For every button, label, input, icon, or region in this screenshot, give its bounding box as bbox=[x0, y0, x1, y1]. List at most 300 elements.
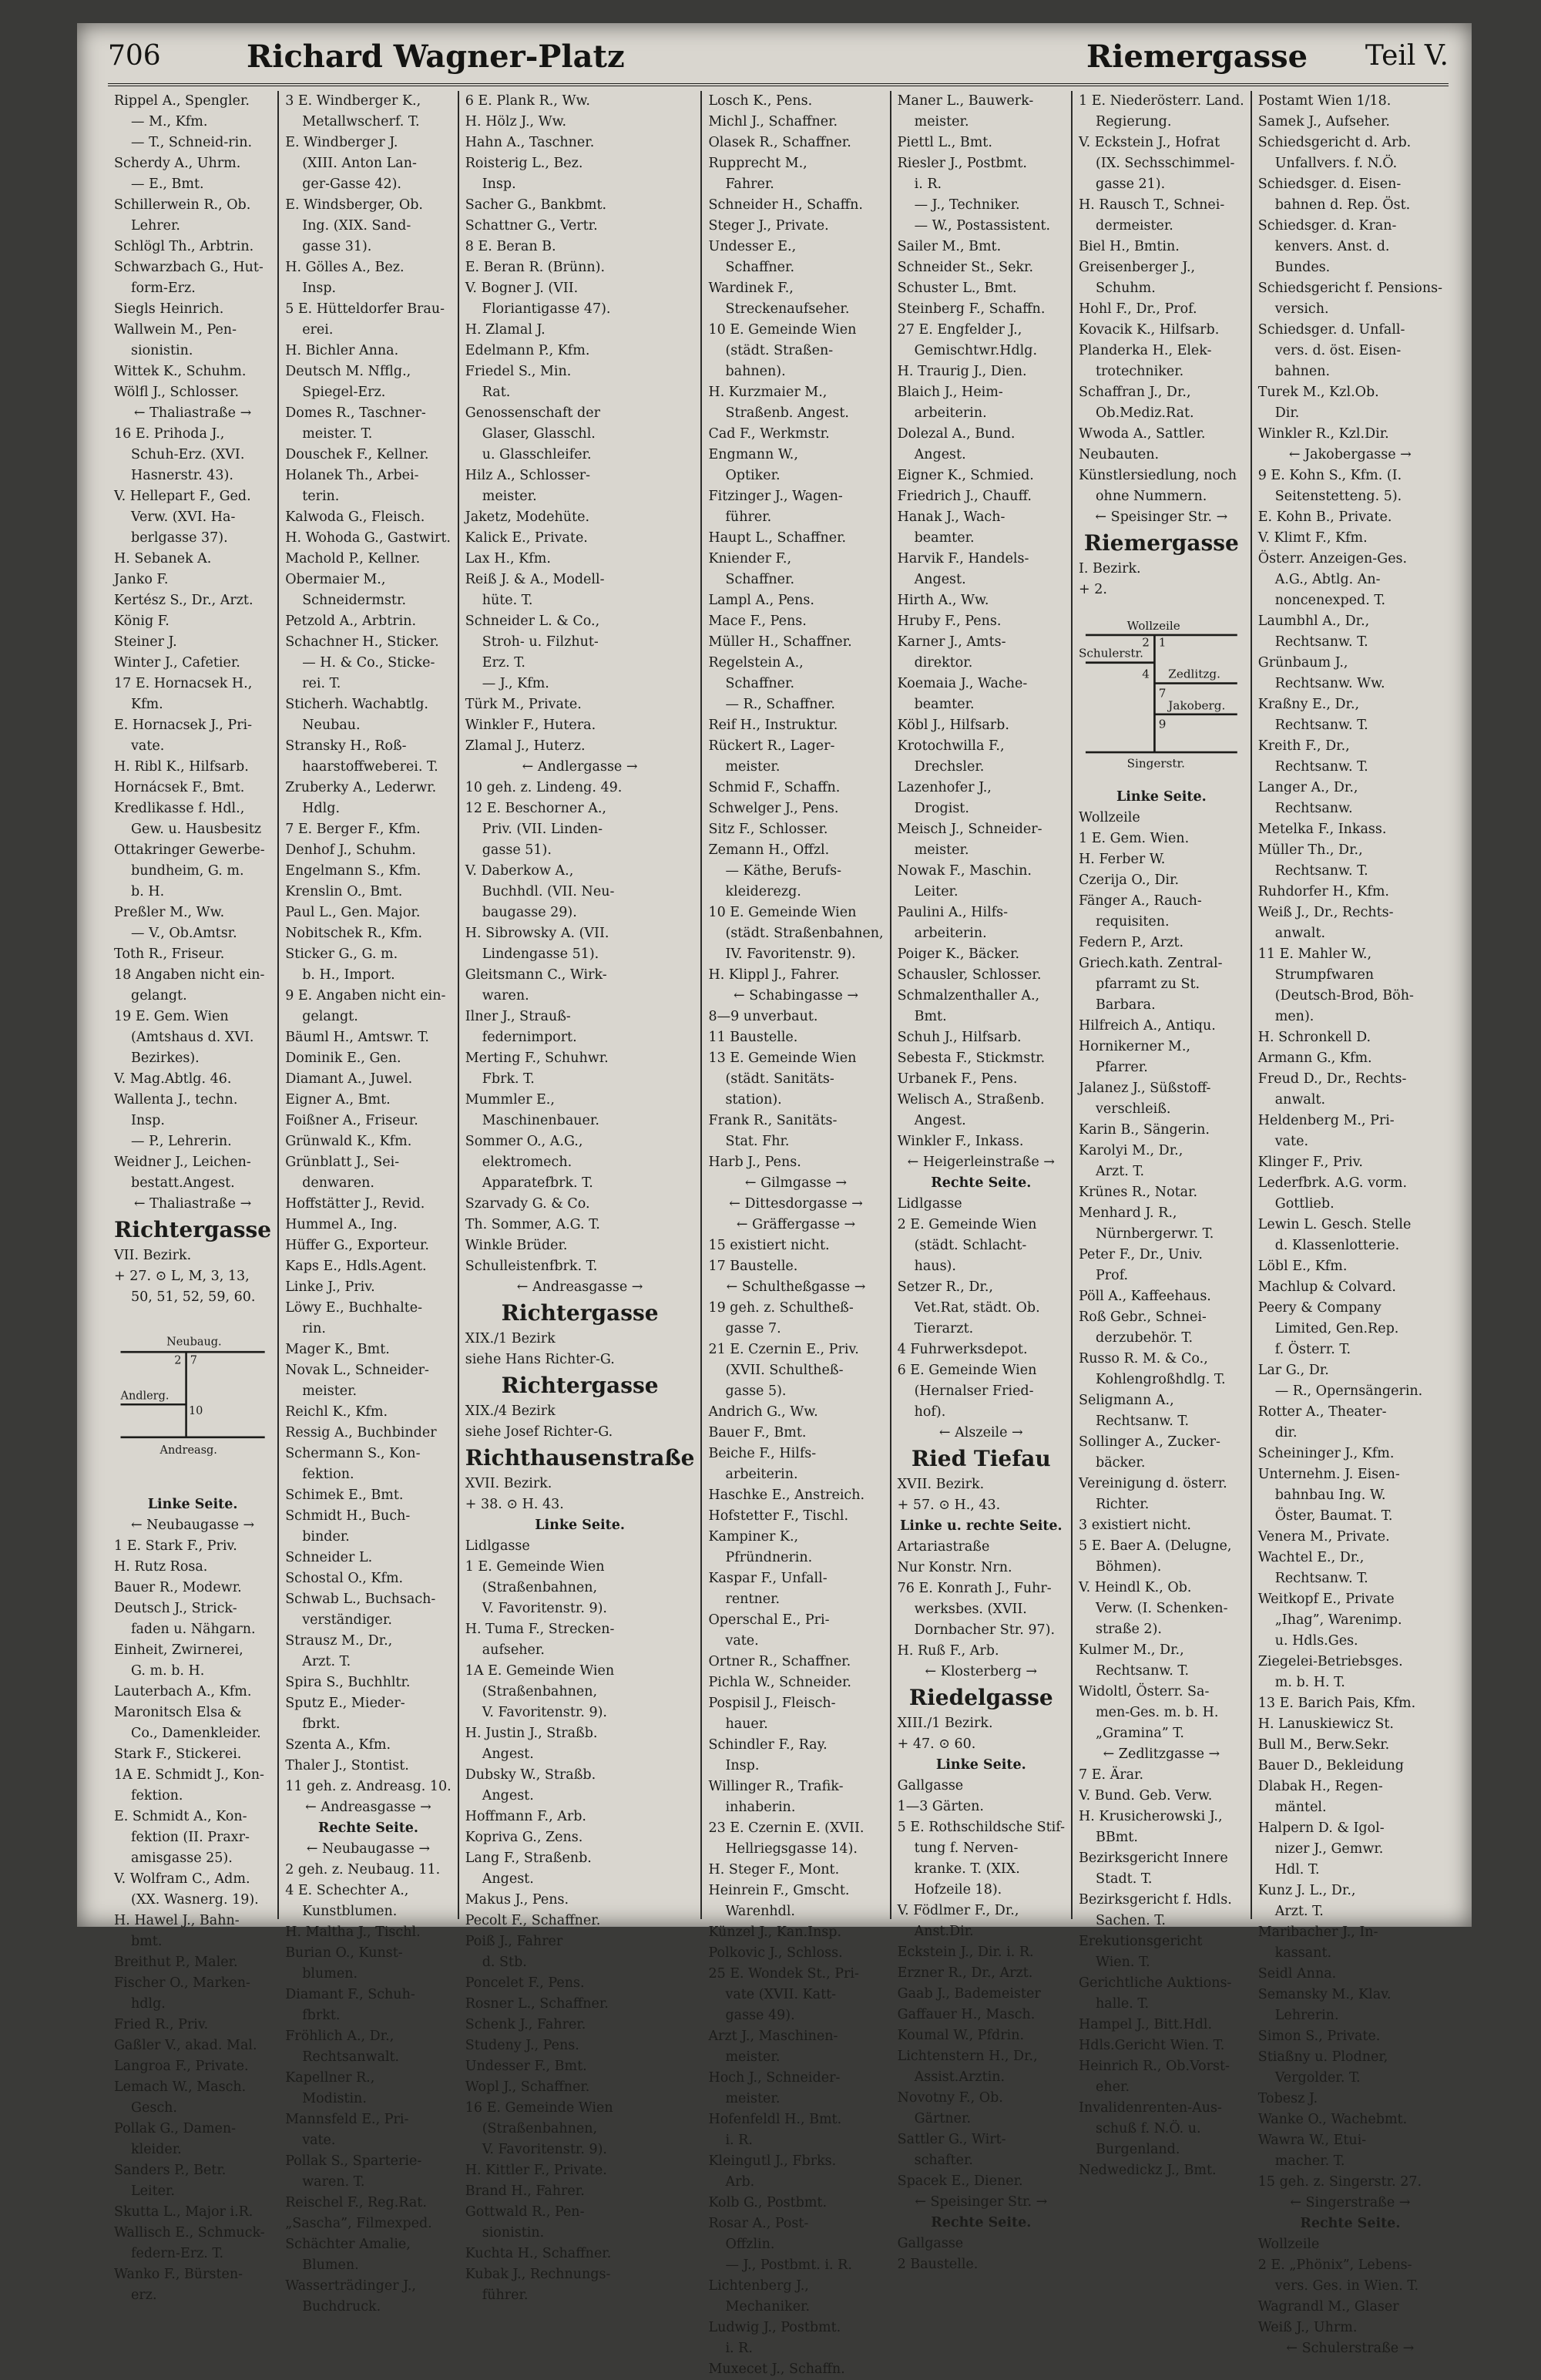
entry-continuation: Rechtsanw. Ww. bbox=[1274, 676, 1385, 691]
entry-continuation: hof). bbox=[914, 1404, 946, 1420]
entry-continuation: Verw. (I. Schenken- bbox=[1096, 1601, 1228, 1616]
directory-entry: Kaps E., Hdls.Agent. bbox=[285, 1259, 427, 1274]
directory-entry: Nowak F., Maschin. bbox=[897, 863, 1032, 879]
directory-entry: Langroa F., Private. bbox=[114, 2059, 249, 2074]
entry-continuation: Nürnbergerwr. T. bbox=[1096, 1226, 1214, 1242]
directory-entry: V. Eckstein J., Hofrat bbox=[1079, 135, 1220, 150]
entry-continuation: Floriantigasse 47). bbox=[482, 301, 611, 317]
directory-entry: Scheininger J., Kfm. bbox=[1257, 1446, 1395, 1461]
directory-entry: Metelka F., Inkass. bbox=[1257, 822, 1387, 837]
directory-entry: Haschke E., Anstreich. bbox=[708, 1488, 865, 1503]
house-number: 7 bbox=[190, 1354, 197, 1367]
entry-continuation: (Straßenbahnen, bbox=[482, 1684, 598, 1699]
directory-entry: 16 E. Gemeinde Wien bbox=[465, 2100, 613, 2116]
entry-continuation: (IX. Sechsschimmel- bbox=[1096, 156, 1235, 171]
entry-continuation: Insp. bbox=[725, 1758, 760, 1773]
cross-street: ← Andreasgasse → bbox=[516, 1279, 643, 1295]
directory-entry: Hornácsek F., Bmt. bbox=[114, 780, 245, 795]
entry-continuation: Schneidermstr. bbox=[302, 593, 407, 608]
directory-entry: Lazenhofer J., bbox=[897, 780, 992, 795]
directory-entry: Preßler M., Ww. bbox=[114, 905, 225, 920]
entry-continuation: Optiker. bbox=[725, 468, 781, 483]
directory-entry: Vereinigung d. österr. bbox=[1079, 1476, 1227, 1491]
directory-entry: Foißner A., Friseur. bbox=[285, 1113, 418, 1128]
directory-entry: Karolyi M., Dr., bbox=[1079, 1143, 1183, 1158]
entry-continuation: Streckenaufseher. bbox=[725, 301, 850, 317]
street-heading: Richtergasse bbox=[501, 1300, 659, 1326]
directory-entry: Diamant A., Juwel. bbox=[285, 1071, 413, 1087]
directory-entry: Hummel A., Ing. bbox=[285, 1217, 398, 1232]
cross-street: ← Gilmgasse → bbox=[744, 1175, 848, 1191]
directory-entry: Strausz M., Dr., bbox=[285, 1633, 393, 1649]
entry-continuation: vate. bbox=[302, 2133, 336, 2148]
entry-continuation: derzubehör. T. bbox=[1096, 1330, 1194, 1346]
entry-continuation: Richter. bbox=[1096, 1497, 1150, 1512]
entry-continuation: bäcker. bbox=[1096, 1455, 1146, 1471]
directory-entry: Hofstetter F., Tischl. bbox=[708, 1508, 849, 1524]
entry-continuation: Rechtsanw. T. bbox=[1274, 863, 1368, 879]
directory-entry: 8 E. Beran B. bbox=[465, 239, 556, 254]
entry-continuation: beamter. bbox=[914, 697, 975, 712]
entry-continuation: Priv. (VII. Linden- bbox=[482, 822, 603, 837]
directory-entry: H. Gölles A., Bez. bbox=[285, 260, 405, 275]
directory-entry: Mace F., Pens. bbox=[708, 613, 807, 629]
entry-continuation: sionistin. bbox=[482, 2225, 545, 2240]
entry-continuation: meister. bbox=[725, 2049, 781, 2065]
entry-continuation: i. R. bbox=[725, 2133, 753, 2148]
directory-entry: Polkovic J., Schloss. bbox=[708, 1945, 843, 1961]
directory-entry: Wanko F., Bürsten- bbox=[114, 2267, 243, 2282]
directory-entry: 6 E. Plank R., Ww. bbox=[465, 93, 590, 109]
entry-continuation: ger-Gasse 42). bbox=[302, 176, 401, 192]
entry-continuation: fbrkt. bbox=[302, 2008, 341, 2023]
entry-continuation: mäntel. bbox=[1274, 1800, 1327, 1815]
directory-entry: Fröhlich A., Dr., bbox=[285, 2029, 394, 2044]
entry-continuation: (XVII. Schultheß- bbox=[725, 1363, 844, 1378]
directory-entry: Schneider L. bbox=[285, 1550, 373, 1565]
directory-entry: Lar G., Dr. bbox=[1257, 1363, 1329, 1378]
section-heading: Linke Seite. bbox=[935, 1757, 1026, 1773]
directory-entry: Regelstein A., bbox=[708, 655, 804, 671]
directory-entry: Erekutionsgericht bbox=[1079, 1934, 1203, 1949]
entry-continuation: Apparatefbrk. T. bbox=[482, 1175, 593, 1191]
entry-continuation: kranke. T. (XIX. bbox=[914, 1861, 1020, 1877]
directory-entry: Friedel S., Min. bbox=[465, 364, 572, 379]
entry-continuation: Dir. bbox=[1274, 405, 1300, 421]
directory-entry: 13 E. Barich Pais, Kfm. bbox=[1257, 1696, 1416, 1711]
directory-entry: Gerichtliche Auktions- bbox=[1079, 1975, 1232, 1991]
directory-entry: Kleingutl J., Fbrks. bbox=[708, 2153, 837, 2169]
directory-entry: Lichtenberg J., bbox=[708, 2278, 809, 2294]
cross-street: ← Speisinger Str. → bbox=[915, 2194, 1048, 2210]
entry-continuation: Kfm. bbox=[131, 697, 163, 712]
directory-entry: 11 E. Mahler W., bbox=[1257, 946, 1372, 962]
entry-continuation: gasse 21). bbox=[1096, 176, 1166, 192]
entry-continuation: Gemischtwr.Hdlg. bbox=[914, 343, 1038, 358]
directory-entry: Halpern D. & Igol- bbox=[1257, 1820, 1385, 1836]
directory-entry: 15 geh. z. Singerstr. 27. bbox=[1257, 2174, 1422, 2190]
entry-continuation: kleiderezg. bbox=[725, 884, 801, 899]
directory-entry: Dlabak H., Regen- bbox=[1257, 1779, 1383, 1794]
entry-continuation: anwalt. bbox=[1274, 1092, 1326, 1108]
entry-continuation: denwaren. bbox=[302, 1175, 374, 1191]
entry-continuation: terin. bbox=[302, 489, 340, 504]
directory-entry: Grünbaum J., bbox=[1257, 655, 1348, 671]
entry-continuation: G. m. b. H. bbox=[131, 1663, 205, 1679]
cross-street: ← Speisinger Str. → bbox=[1095, 509, 1228, 525]
entry-continuation: meister. bbox=[725, 2091, 781, 2106]
directory-entry: Wollzeile bbox=[1079, 810, 1140, 825]
directory-entry: Mannsfeld E., Pri- bbox=[285, 2112, 409, 2127]
directory-entry: Wardinek F., bbox=[708, 281, 794, 296]
entry-continuation: Metallwscherf. T. bbox=[302, 114, 420, 129]
entry-continuation: u. Hdls.Ges. bbox=[1274, 1633, 1358, 1649]
entry-continuation: blumen. bbox=[302, 1966, 358, 1982]
directory-entry: Nobitschek R., Kfm. bbox=[285, 926, 423, 941]
entry-continuation: Stroh- u. Filzhut- bbox=[482, 634, 599, 650]
directory-entry: Bezirksgericht Innere bbox=[1079, 1851, 1228, 1866]
directory-entry: Winkler R., Kzl.Dir. bbox=[1257, 426, 1389, 442]
entry-continuation: Ing. (XIX. Sand- bbox=[302, 218, 411, 234]
entry-continuation: Schaffner. bbox=[725, 676, 795, 691]
directory-entry: 15 existiert nicht. bbox=[708, 1238, 830, 1253]
entry-continuation: Leiter. bbox=[131, 2183, 175, 2199]
directory-entry: Armann G., Kfm. bbox=[1257, 1050, 1372, 1066]
entry-continuation: fektion (II. Praxr- bbox=[131, 1830, 250, 1845]
entry-continuation: meister. bbox=[302, 1383, 358, 1399]
entry-continuation: — V., Ob.Amtsr. bbox=[131, 926, 237, 941]
entry-continuation: „Gramina” T. bbox=[1096, 1726, 1184, 1741]
directory-entry: 7 E. Berger F., Kfm. bbox=[285, 822, 421, 837]
entry-continuation: rentner. bbox=[725, 1592, 781, 1607]
directory-entry: Neubauten. bbox=[1079, 447, 1160, 462]
directory-entry: Schostal O., Kfm. bbox=[285, 1571, 404, 1586]
part-label: Teil V. bbox=[1365, 40, 1449, 72]
entry-continuation: V. Favoritenstr. 9). bbox=[482, 2142, 607, 2157]
directory-entry: Poiß J., Fahrer bbox=[465, 1934, 563, 1949]
directory-entry: 2 E. Gemeinde Wien bbox=[897, 1217, 1037, 1232]
directory-entry: Schattner G., Vertr. bbox=[465, 218, 598, 234]
directory-entry: Merting F., Schuhwr. bbox=[465, 1050, 609, 1066]
directory-entry: E. Hornacsek J., Pri- bbox=[114, 718, 253, 733]
directory-entry: H. Kurzmaier M., bbox=[708, 385, 828, 400]
entry-continuation: Gottlieb. bbox=[1274, 1196, 1335, 1212]
entry-continuation: Leiter. bbox=[914, 884, 959, 899]
directory-entry: Maribacher J., In- bbox=[1257, 1925, 1378, 1940]
directory-entry: + 38. ⊙ H. 43. bbox=[465, 1497, 564, 1512]
section-heading: Linke u. rechte Seite. bbox=[899, 1518, 1063, 1534]
directory-entry: Harvik F., Handels- bbox=[897, 551, 1029, 566]
entry-continuation: — J., Kfm. bbox=[482, 676, 549, 691]
directory-entry: Sanders P., Betr. bbox=[114, 2163, 227, 2178]
directory-entry: Makus J., Pens. bbox=[465, 1892, 569, 1908]
directory-entry: Willinger R., Trafik- bbox=[708, 1779, 844, 1794]
directory-entry: Pollak S., Sparterie- bbox=[285, 2153, 422, 2169]
house-number: 10 bbox=[188, 1405, 203, 1418]
directory-entry: Peery & Company bbox=[1257, 1300, 1382, 1316]
directory-entry: H. Traurig J., Dien. bbox=[897, 364, 1027, 379]
directory-entry: H. Ribl K., Hilfsarb. bbox=[114, 759, 249, 775]
entry-continuation: — M., Kfm. bbox=[131, 114, 208, 129]
directory-entry: H. Rausch T., Schnei- bbox=[1079, 197, 1225, 213]
cross-street: ← Zedlitzgasse → bbox=[1103, 1746, 1220, 1762]
directory-entry: Rosar A., Post- bbox=[708, 2216, 809, 2231]
entry-continuation: Wien. T. bbox=[1096, 1955, 1150, 1970]
directory-entry: Mager K., Bmt. bbox=[285, 1342, 390, 1357]
entry-continuation: Rat. bbox=[482, 385, 511, 400]
directory-entry: Postamt Wien 1/18. bbox=[1257, 93, 1392, 109]
entry-continuation: rei. T. bbox=[302, 676, 341, 691]
directory-entry: Schächter Amalie, bbox=[285, 2237, 411, 2252]
directory-entry: Breithut P., Maler. bbox=[114, 1955, 238, 1970]
directory-entry: 21 E. Czernin E., Priv. bbox=[708, 1342, 859, 1357]
directory-entry: Novak L., Schneider- bbox=[285, 1363, 429, 1378]
entry-continuation: meister. bbox=[482, 489, 537, 504]
directory-entry: Welisch A., Straßenb. bbox=[897, 1092, 1045, 1108]
entry-continuation: tung f. Nerven- bbox=[914, 1840, 1019, 1856]
directory-entry: Nedwedickz J., Bmt. bbox=[1079, 2163, 1217, 2178]
directory-page bbox=[77, 23, 1472, 2377]
entry-continuation: (städt. Straßen- bbox=[725, 343, 834, 358]
directory-entry: Pichla W., Schneider. bbox=[708, 1675, 851, 1690]
entry-continuation: gasse 51). bbox=[482, 842, 552, 858]
entry-continuation: schafter. bbox=[914, 2153, 973, 2168]
directory-entry: Denhof J., Schuhm. bbox=[285, 842, 416, 858]
directory-entry: Eigner A., Bmt. bbox=[285, 1092, 391, 1108]
entry-continuation: vate. bbox=[131, 738, 165, 754]
entry-continuation: Burgenland. bbox=[1096, 2142, 1180, 2157]
directory-entry: Lederfbrk. A.G. vorm. bbox=[1257, 1175, 1408, 1191]
entry-continuation: Angest. bbox=[914, 572, 966, 587]
entry-continuation: gasse 49). bbox=[725, 2008, 795, 2023]
directory-entry: Müller Th., Dr., bbox=[1257, 842, 1363, 858]
directory-entry: Schuh J., Hilfsarb. bbox=[897, 1030, 1022, 1045]
section-heading: Linke Seite. bbox=[147, 1497, 238, 1512]
directory-entry: Arzt J., Maschinen- bbox=[708, 2029, 838, 2044]
directory-entry: 19 geh. z. Schultheß- bbox=[708, 1300, 854, 1316]
directory-entry: Bezirksgericht f. Hdls. bbox=[1079, 1892, 1232, 1908]
entry-continuation: Neubau. bbox=[302, 718, 361, 733]
entry-continuation: Fahrer. bbox=[725, 176, 774, 192]
directory-entry: 1 E. Gemeinde Wien bbox=[465, 1559, 605, 1575]
directory-entry: E. Windberger J. bbox=[285, 135, 398, 150]
directory-entry: H. Maltha J., Tischl. bbox=[285, 1925, 421, 1940]
directory-entry: Reiß J. & A., Modell- bbox=[465, 572, 605, 587]
directory-entry: V. Heindl K., Ob. bbox=[1079, 1580, 1192, 1595]
entry-continuation: Ob.Mediz.Rat. bbox=[1096, 405, 1194, 421]
directory-entry: Karner J., Amts- bbox=[897, 634, 1006, 650]
directory-entry: Novotny F., Ob. bbox=[897, 2090, 1003, 2106]
directory-entry: Kulmer M., Dr., bbox=[1079, 1642, 1184, 1658]
directory-entry: Koumal W., Pfdrin. bbox=[897, 2028, 1025, 2043]
entry-continuation: d. Stb. bbox=[482, 1955, 527, 1970]
directory-entry: Szenta A., Kfm. bbox=[285, 1737, 391, 1753]
entry-continuation: Limited, Gen.Rep. bbox=[1274, 1321, 1399, 1336]
directory-entry: Sattler G., Wirt- bbox=[897, 2132, 1006, 2147]
right-running-title: Riemergasse bbox=[1086, 39, 1308, 75]
directory-entry: Hofenfeldl H., Bmt. bbox=[708, 2112, 842, 2127]
directory-entry: Domes R., Taschner- bbox=[285, 405, 426, 421]
directory-entry: Muxecet J., Schaffn. bbox=[708, 2362, 845, 2377]
entry-continuation: vate. bbox=[1274, 1134, 1309, 1149]
street-heading: Richtergasse bbox=[501, 1373, 659, 1398]
directory-entry: Gallgasse bbox=[897, 2236, 964, 2251]
directory-entry: Piettl L., Bmt. bbox=[897, 135, 992, 150]
directory-entry: Kuchta H., Schaffner. bbox=[465, 2246, 612, 2261]
directory-entry: Menhard J. R., bbox=[1079, 1205, 1177, 1221]
directory-entry: Koemaia J., Wache- bbox=[897, 676, 1028, 691]
directory-entry: 18 Angaben nicht ein- bbox=[114, 967, 265, 983]
directory-entry: Engelmann S., Kfm. bbox=[285, 863, 421, 879]
directory-entry: Wallisch E., Schmuck- bbox=[114, 2225, 265, 2240]
entry-continuation: gasse 7. bbox=[725, 1321, 781, 1336]
directory-entry: Stiaßny u. Plodner, bbox=[1257, 2049, 1388, 2065]
directory-entry: Diamant F., Schuh- bbox=[285, 1987, 415, 2002]
entry-continuation: Stadt. T. bbox=[1096, 1871, 1153, 1887]
entry-continuation: A.G., Abtlg. An- bbox=[1274, 572, 1381, 587]
directory-entry: Schlögl Th., Arbtrin. bbox=[114, 239, 254, 254]
directory-entry: Rosner L., Schaffner. bbox=[465, 1996, 609, 2012]
entry-continuation: Fbrk. T. bbox=[482, 1071, 535, 1087]
entry-continuation: führer. bbox=[482, 2288, 529, 2303]
directory-entry: Douschek F., Kellner. bbox=[285, 447, 429, 462]
directory-entry: Wölfl J., Schlosser. bbox=[114, 385, 240, 400]
entry-continuation: Hasnerstr. 43). bbox=[131, 468, 233, 483]
entry-continuation: Angest. bbox=[482, 1871, 534, 1887]
entry-continuation: (städt. Schlacht- bbox=[914, 1238, 1027, 1253]
entry-continuation: Maschinenbauer. bbox=[482, 1113, 599, 1128]
directory-entry: Undesser E., bbox=[708, 239, 797, 254]
directory-entry: Einheit, Zwirnerei, bbox=[114, 1642, 243, 1658]
entry-continuation: beamter. bbox=[914, 530, 975, 546]
directory-entry: Türk M., Private. bbox=[465, 697, 582, 712]
directory-entry: Maronitsch Elsa & bbox=[114, 1705, 242, 1720]
directory-entry: Riesler J., Postbmt. bbox=[897, 156, 1027, 171]
directory-entry: Simon S., Private. bbox=[1257, 2029, 1381, 2044]
directory-entry: Russo R. M. & Co., bbox=[1079, 1351, 1208, 1366]
directory-entry: H. Sebanek A. bbox=[114, 551, 212, 566]
directory-entry: Deutsch J., Strick- bbox=[114, 1601, 237, 1616]
house-number: 7 bbox=[1158, 686, 1167, 701]
directory-entry: Toth R., Friseur. bbox=[114, 946, 225, 962]
directory-entry: Schiedsgericht f. Pensions- bbox=[1257, 281, 1442, 296]
directory-entry: Bauer D., Bekleidung bbox=[1257, 1758, 1404, 1773]
entry-continuation: Böhmen). bbox=[1096, 1559, 1162, 1575]
page-number: 706 bbox=[108, 40, 161, 72]
entry-continuation: (städt. Sanitäts- bbox=[725, 1071, 834, 1087]
directory-entry: Janko F. bbox=[114, 572, 169, 587]
directory-entry: Löbl E., Kfm. bbox=[1257, 1259, 1348, 1274]
entry-continuation: haarstoffweberei. T. bbox=[302, 759, 438, 775]
directory-entry: 10 E. Gemeinde Wien bbox=[708, 905, 857, 920]
entry-continuation: Bezirkes). bbox=[131, 1050, 200, 1066]
entry-continuation: Schaffner. bbox=[725, 572, 795, 587]
street-label: Zedlitzg. bbox=[1168, 667, 1220, 681]
directory-entry: Ressig A., Buchbinder bbox=[285, 1425, 437, 1440]
directory-entry: Undesser F., Bmt. bbox=[465, 2059, 587, 2074]
directory-entry: E. Kohn B., Private. bbox=[1257, 509, 1392, 525]
directory-entry: König F. bbox=[114, 613, 170, 629]
directory-entry: 13 E. Gemeinde Wien bbox=[708, 1050, 857, 1066]
entry-continuation: straße 2). bbox=[1096, 1622, 1162, 1637]
directory-entry: Friedrich J., Chauff. bbox=[897, 489, 1032, 504]
entry-continuation: i. R. bbox=[914, 176, 942, 192]
entry-continuation: (Hernalser Fried- bbox=[914, 1383, 1034, 1399]
directory-entry: Kalick E., Private. bbox=[465, 530, 588, 546]
directory-entry: 23 E. Czernin E. (XVII. bbox=[708, 1820, 865, 1836]
directory-entry: Kreith F., Dr., bbox=[1257, 738, 1350, 754]
directory-entry: VII. Bezirk. bbox=[114, 1248, 192, 1263]
entry-continuation: waren. bbox=[482, 988, 529, 1003]
directory-entry: 17 E. Hornacsek H., bbox=[114, 676, 253, 691]
directory-entry: 19 E. Gem. Wien bbox=[114, 1009, 229, 1024]
entry-continuation: IV. Favoritenstr. 9). bbox=[725, 946, 856, 962]
directory-entry: 25 E. Wondek St., Pri- bbox=[708, 1966, 859, 1982]
directory-entry: H. Wohoda G., Gastwirt. bbox=[285, 530, 451, 546]
cross-street: ← Andreasgasse → bbox=[305, 1800, 431, 1815]
entry-continuation: Offzlin. bbox=[725, 2237, 775, 2252]
entry-continuation: meister. bbox=[914, 114, 969, 129]
entry-continuation: gasse 5). bbox=[725, 1383, 787, 1399]
directory-entry: Sebesta F., Stickmstr. bbox=[897, 1050, 1046, 1066]
directory-entry: Wagrandl M., Glaser bbox=[1257, 2299, 1399, 2314]
entry-continuation: Kohlengroßhdlg. T. bbox=[1096, 1372, 1226, 1387]
section-heading: Rechte Seite. bbox=[1300, 2216, 1401, 2231]
directory-entry: Th. Sommer, A.G. T. bbox=[465, 1217, 600, 1232]
directory-entry: 3 E. Windberger K., bbox=[285, 93, 421, 109]
entry-continuation: vate (XVII. Katt- bbox=[725, 1987, 837, 2002]
entry-continuation: V. Favoritenstr. 9). bbox=[482, 1705, 607, 1720]
entry-continuation: Anst.Dir. bbox=[914, 1924, 974, 1939]
directory-entry: 1 E. Stark F., Priv. bbox=[114, 1538, 237, 1554]
directory-entry: V. Mag.Abtlg. 46. bbox=[114, 1071, 232, 1087]
directory-entry: Gottwald R., Pen- bbox=[465, 2204, 585, 2220]
entry-continuation: — R., Opernsängerin. bbox=[1274, 1383, 1423, 1399]
cross-street: ← Neubaugasse → bbox=[130, 1518, 255, 1533]
entry-continuation: verständiger. bbox=[302, 1612, 392, 1628]
entry-continuation: Mechaniker. bbox=[725, 2299, 811, 2314]
entry-continuation: Erz. T. bbox=[482, 655, 525, 671]
directory-entry: Hruby F., Pens. bbox=[897, 613, 1002, 629]
directory-entry: + 47. ⊙ 60. bbox=[897, 1736, 976, 1752]
directory-entry: Mummler E., bbox=[465, 1092, 555, 1108]
directory-entry: 2 E. „Phönix”, Lebens- bbox=[1257, 2257, 1412, 2273]
entry-continuation: Barbara. bbox=[1096, 997, 1156, 1013]
house-number: 2 bbox=[1142, 635, 1150, 650]
entry-continuation: gelangt. bbox=[302, 1009, 358, 1024]
entry-continuation: d. Klassenlotterie. bbox=[1274, 1238, 1400, 1253]
directory-entry: Petzold A., Arbtrin. bbox=[285, 613, 417, 629]
entry-continuation: sionistin. bbox=[131, 343, 193, 358]
directory-entry: H. Schronkell D. bbox=[1257, 1030, 1371, 1045]
directory-entry: Weidner J., Leichen- bbox=[114, 1155, 251, 1170]
section-heading: Linke Seite. bbox=[535, 1518, 625, 1533]
directory-entry: 76 E. Konrath J., Fuhr- bbox=[897, 1581, 1052, 1596]
directory-entry: Karin B., Sängerin. bbox=[1079, 1122, 1210, 1138]
directory-entry: Winkler F., Hutera. bbox=[465, 718, 596, 733]
directory-entry: Heinrich R., Ob.Vorst- bbox=[1079, 2059, 1230, 2074]
cross-street: ← Andlergasse → bbox=[522, 759, 638, 775]
directory-entry: Linke J., Priv. bbox=[285, 1279, 375, 1295]
directory-entry: Wachtel E., Dr., bbox=[1257, 1550, 1365, 1565]
entry-continuation: dir. bbox=[1274, 1425, 1298, 1440]
directory-entry: Seidl Anna. bbox=[1257, 1966, 1337, 1982]
directory-entry: Pospisil J., Fleisch- bbox=[708, 1696, 836, 1711]
entry-continuation: Angest. bbox=[914, 1113, 966, 1128]
directory-entry: Hoffmann F., Arb. bbox=[465, 1809, 586, 1824]
entry-continuation: men). bbox=[1274, 1009, 1314, 1024]
page-header bbox=[108, 37, 1449, 86]
